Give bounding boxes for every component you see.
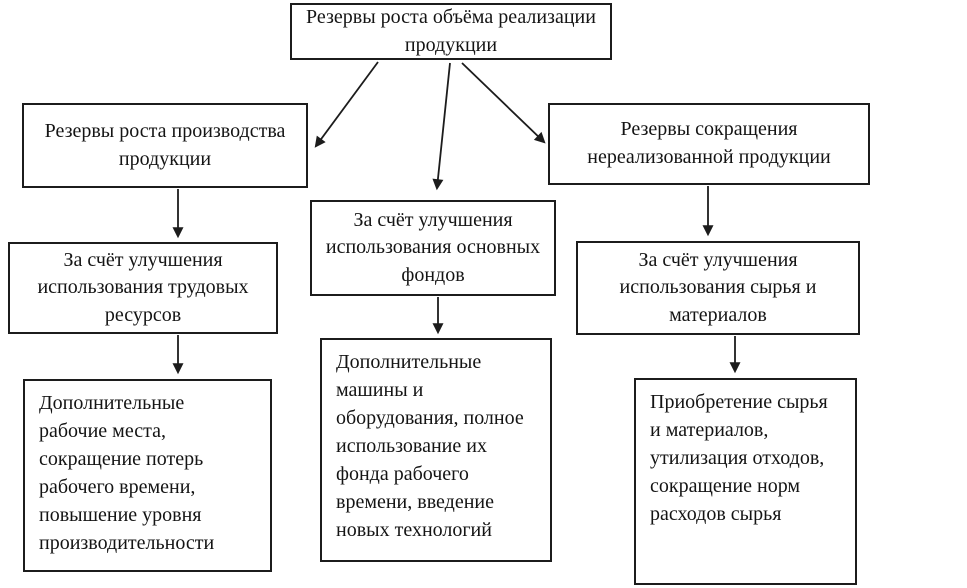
node-label: За счёт улучшения использования основных фондов xyxy=(325,208,541,286)
edge-root-to-fixed-assets-arrow xyxy=(437,63,450,188)
node-equipment-measures-detail xyxy=(320,338,552,562)
node-label: За счёт улучшения использования сырья и материалов xyxy=(619,248,817,326)
node-label: Резервы сокращения нереализованной продукции xyxy=(587,118,831,168)
edge-root-to-unsold-arrow xyxy=(462,63,544,142)
node-label: Приобретение сырья и материалов, утилизация отходов, сокращение норм расходов сырья xyxy=(650,391,828,525)
node-label: Дополнительные машины и оборудования, полное использование их фонда рабочего времени, введение новых технологий xyxy=(336,351,524,541)
node-unsold-products-reduction-reserves xyxy=(548,103,870,185)
node-label: Резервы роста производства продукции xyxy=(44,119,286,170)
node-fixed-assets-utilization xyxy=(310,200,556,296)
node-labor-resources-utilization xyxy=(8,242,278,334)
node-label: За счёт улучшения использования трудовых ресурсов xyxy=(37,248,249,326)
node-labor-measures-detail xyxy=(23,379,272,572)
edge-root-to-growth-arrow xyxy=(316,62,378,146)
node-label: Дополнительные рабочие места, сокращение потерь рабочего времени, повышение уровня производительности xyxy=(39,392,215,554)
node-production-growth-reserves xyxy=(22,103,308,188)
node-materials-measures-detail xyxy=(634,378,857,585)
node-raw-materials-utilization xyxy=(576,241,860,335)
node-label: Резервы роста объёма реализации продукции xyxy=(306,5,596,56)
node-root-sales-volume-growth-reserves xyxy=(290,3,612,60)
